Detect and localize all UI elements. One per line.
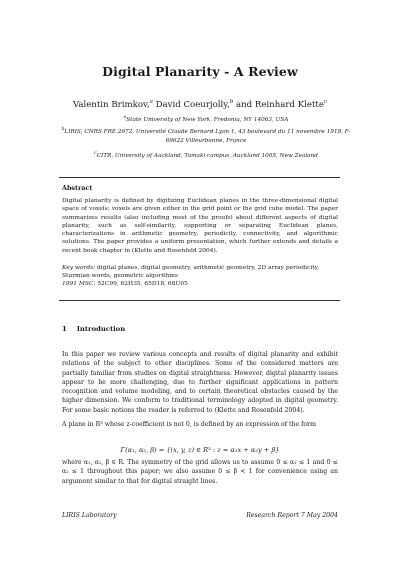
keywords-label: Key words:	[62, 265, 96, 271]
keywords-block	[62, 264, 338, 289]
footer-left: LIRIS Laboratory	[62, 512, 117, 519]
msc-label: 1991 MSC:	[62, 281, 96, 288]
affiliation-c	[58, 150, 354, 161]
msc-text: 52C99, 62H35, 65D18, 68U05	[97, 281, 188, 288]
keywords-line	[62, 264, 338, 280]
abstract-heading: Abstract	[62, 184, 93, 192]
affiliation-text: CITR, University of Auckland, Tamaki campus, Auckland 1005, New Zealand	[96, 152, 318, 159]
abstract-top-rule	[59, 177, 340, 178]
author-mark: a	[149, 99, 153, 105]
section-number: 1	[62, 325, 67, 333]
keywords-text: digital planes, digital geometry, arithmetic geometry, 2D array periodicity, Sturmian words, geometric algorithms	[62, 265, 319, 280]
abstract-bottom-rule	[59, 300, 340, 301]
msc-line	[62, 280, 338, 288]
section-heading	[62, 325, 125, 333]
footer-right: Research Report 7 May 2004	[246, 512, 338, 519]
affiliation-a	[58, 114, 354, 125]
intro-paragraph-2: A plane in R³ whose z-coefficient is not 0, is defined by an expression of the form	[62, 421, 316, 428]
affiliation-mark: a	[123, 115, 127, 120]
section-title: Introduction	[76, 325, 126, 333]
affiliation-b	[58, 126, 354, 145]
affiliation-mark: b	[61, 127, 65, 132]
author-name: and Reinhard Klette	[235, 99, 324, 110]
intro-paragraph-1: In this paper we review various concepts and results of digital planarity and exhibit relations of the subject to other disciplines. Some of the considered matters are partially familiar from studies on digital straightness. However, digital planarity issues appear to be more challenging, due to further significant applications in pattern recognition and volume modeling, and to certain theoretical obstacles caused by the higher dimension. We conform to traditional terminology adopted in digital geometry. For some basic notions the reader is referred to (Klette and Rosenfeld 2004).	[62, 351, 338, 414]
plane-formula: Γ(α₁, α₂, β) = {(x, y, z) ∈ R³ : z = α₁x + α₂y + β}	[120, 446, 280, 454]
author-name: David Coeurjolly,	[155, 99, 230, 110]
intro-paragraph-3: where α₁, α₂, β ∈ R. The symmetry of the grid allows us to assume 0 ≤ α₁ ≤ 1 and 0 ≤ α₂ ≤ 1 throughout this paper; we also assume 0 ≤ β < 1 for convenience using an argument similar to that for digital straight lines.	[62, 459, 338, 485]
author-mark: c	[323, 99, 328, 105]
author-name: Valentin Brimkov,	[72, 99, 150, 110]
abstract-body: Digital planarity is defined by digitizing Euclidean planes in the three-dimensional digital space of voxels; voxels are given either in the grid point or the grid cube model. The paper summarizes results (also including most of the proofs) about different aspects of digital planarity, such as self-similarity, supporting or separating Euclidean planes, characterizations in arithmetic geometry, periodicity, connectivity, and algorithmic solutions. The paper provides a uniform presentation, which further extends and details a recent book chapter in (Klette and Rosenfeld 2004).	[62, 198, 338, 254]
paper-title: Digital Planarity - A Review	[102, 64, 298, 79]
affiliation-text: State University of New York, Fredonia, NY 14063, USA	[126, 116, 289, 123]
affiliation-text: LIRIS, CNRS FRE 2672, Université Claude Bernard Lyon 1, 43 boulevard du 11 novembre 1918, F-69622 Villeurbanne, France	[64, 128, 351, 144]
author-mark: b	[229, 99, 234, 105]
author-line	[0, 99, 400, 110]
affiliation-mark: c	[94, 151, 97, 156]
